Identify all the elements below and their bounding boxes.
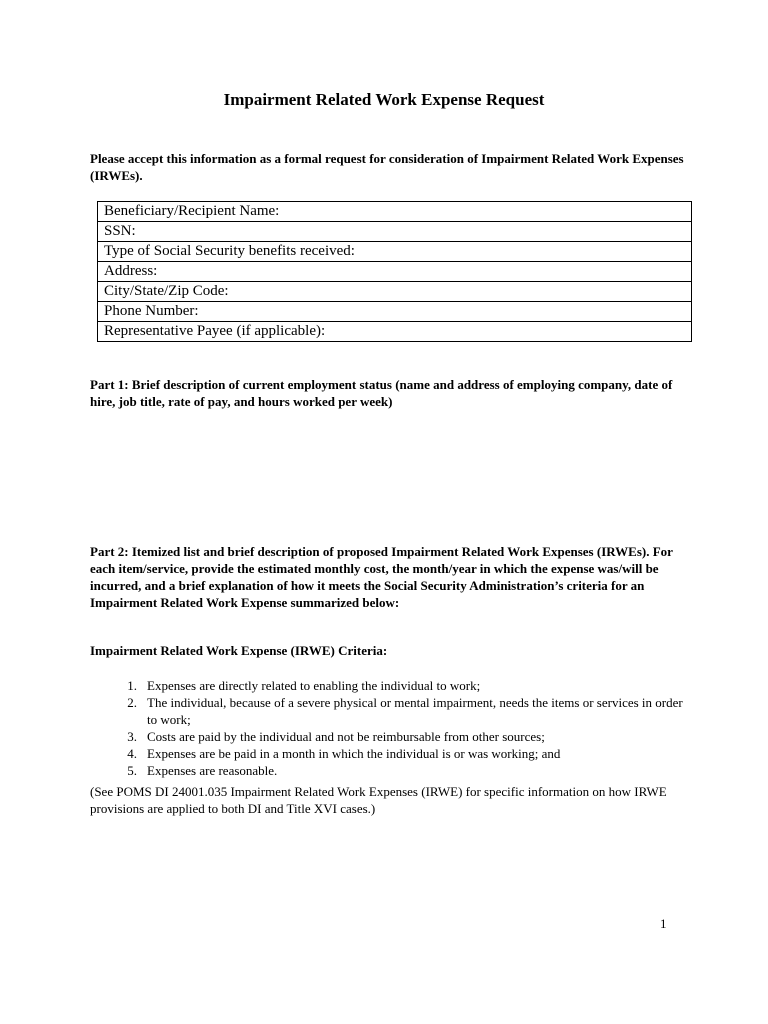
list-item (90, 677, 690, 694)
field-representative-payee: Representative Payee (if applicable): (98, 322, 692, 342)
table-row (98, 322, 692, 342)
field-address: Address: (98, 262, 692, 282)
poms-reference-note: (See POMS DI 24001.035 Impairment Related Work Expenses (IRWE) for specific information on how IRWE provisions are applied to both DI and Title XVI cases.) (90, 784, 667, 816)
list-item-text: Expenses are directly related to enabling the individual to work; (147, 678, 481, 693)
beneficiary-info-table (97, 201, 692, 342)
field-phone-number: Phone Number: (98, 302, 692, 322)
list-item-number: 3 . (90, 728, 137, 745)
criteria-heading: Impairment Related Work Expense (IRWE) Criteria: (90, 643, 388, 658)
list-item (90, 728, 690, 745)
field-city-state-zip: City/State/Zip Code: (98, 282, 692, 302)
criteria-list (90, 677, 690, 779)
table-row (98, 282, 692, 302)
list-item (90, 745, 690, 762)
field-ssn: SSN: (98, 222, 692, 242)
list-item-number: 4 . (90, 745, 137, 762)
list-item-text: Costs are paid by the individual and not be reimbursable from other sources; (147, 729, 545, 744)
list-item-number: 2 . (90, 694, 137, 728)
list-item-number: 1 . (90, 677, 137, 694)
field-benefit-type: Type of Social Security benefits received: (98, 242, 692, 262)
part2-heading: Part 2: Itemized list and brief description of proposed Impairment Related Work Expenses (IRWEs). For each item/service, provide the estimated monthly cost, the month/year in which the expense was/will be incurred, and a brief explanation of how it meets the Social Security Administration’s criteria for an Impairment Related Work Expense summarized below: (90, 544, 673, 610)
table-row (98, 302, 692, 322)
list-item-text: The individual, because of a severe physical or mental impairment, needs the items or services in order to work; (147, 695, 683, 727)
list-item (90, 762, 690, 779)
list-item-number: 5 . (90, 762, 137, 779)
table-row (98, 222, 692, 242)
field-beneficiary-name: Beneficiary/Recipient Name: (98, 202, 692, 222)
list-item (90, 694, 690, 728)
list-item-text: Expenses are be paid in a month in which the individual is or was working; and (147, 746, 561, 761)
table-row (98, 202, 692, 222)
page-number: 1 (660, 916, 667, 931)
table-row (98, 262, 692, 282)
table-row (98, 242, 692, 262)
document-title: Impairment Related Work Expense Request (223, 90, 545, 109)
part1-heading: Part 1: Brief description of current employment status (name and address of employing company, date of hire, job title, rate of pay, and hours worked per week) (90, 377, 673, 409)
list-item-text: Expenses are reasonable. (147, 763, 278, 778)
intro-paragraph: Please accept this information as a formal request for consideration of Impairment Related Work Expenses (IRWEs). (90, 151, 684, 183)
